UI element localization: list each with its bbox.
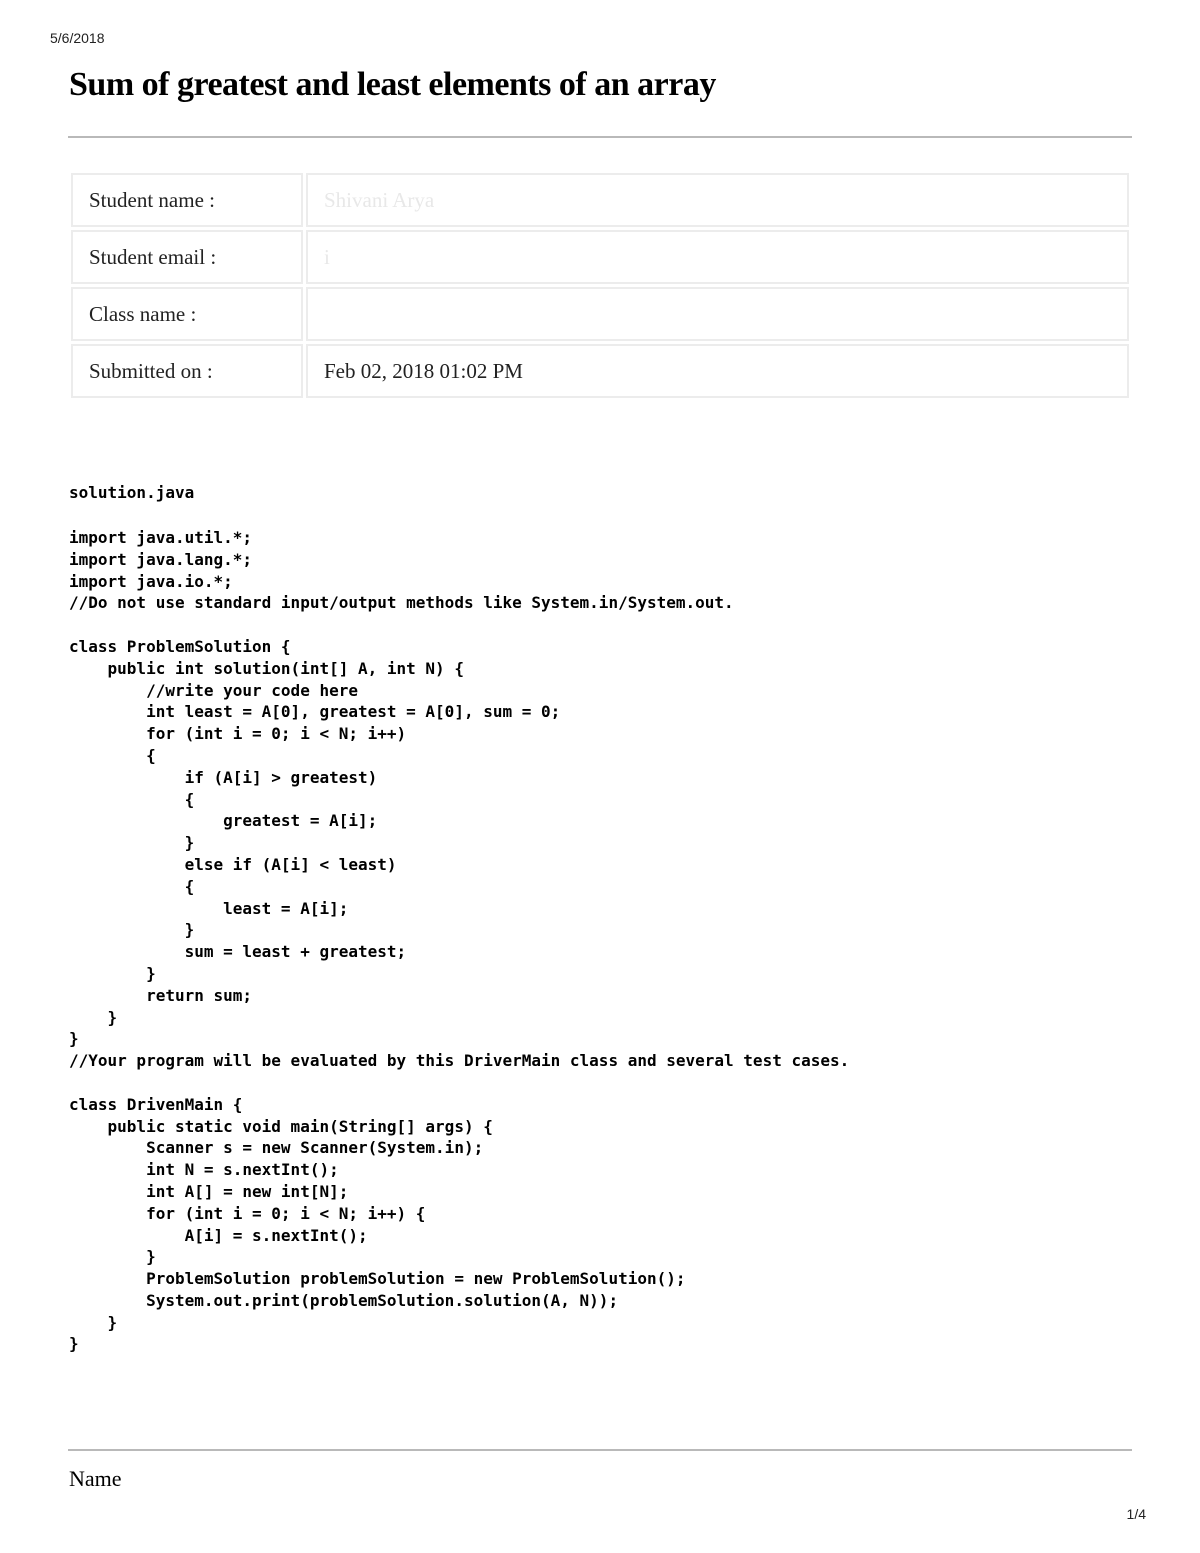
print-date: 5/6/2018	[50, 30, 105, 46]
code-listing: import java.util.*; import java.lang.*; import java.io.*; //Do not use standard input/output methods like System.in/System.out. class ProblemSolution { public int solution(int[] A, int N) { //write your code here int least = A[0], greatest = A[0], sum = 0; for (int i = 0; i < N; i++) { if (A[i] > greatest) { greatest = A[i]; } else if (A[i] < least) { least = A[i]; } sum = least + greatest; } return sum; } } //Your program will be evaluated by this DriverMain class and several test cases. class DrivenMain { public static void main(String[] args) { Scanner s = new Scanner(System.in); int N = s.nextInt(); int A[] = new int[N]; for (int i = 0; i < N; i++) { A[i] = s.nextInt(); } ProblemSolution problemSolution = new ProblemSolution(); System.out.print(problemSolution.solution(A, N)); } }	[69, 528, 850, 1354]
submission-info-table	[68, 170, 1132, 401]
student-email-label: Student email :	[71, 230, 303, 284]
submitted-on-label: Submitted on :	[71, 344, 303, 398]
student-email-row	[71, 230, 1129, 284]
student-name-value: Shivani Arya	[306, 173, 1129, 227]
code-file-name: solution.java	[69, 483, 195, 502]
submitted-on-value: Feb 02, 2018 01:02 PM	[306, 344, 1129, 398]
student-email-value: i	[306, 230, 1129, 284]
class-name-value	[306, 287, 1129, 341]
student-name-label: Student name :	[71, 173, 303, 227]
section-divider	[68, 1449, 1132, 1451]
section-heading: Name	[69, 1466, 122, 1491]
class-name-label: Class name :	[71, 287, 303, 341]
page-title: Sum of greatest and least elements of an array	[69, 66, 716, 103]
submitted-on-row	[71, 344, 1129, 398]
student-name-row	[71, 173, 1129, 227]
class-name-row	[71, 287, 1129, 341]
title-divider	[68, 136, 1132, 138]
page-number: 1/4	[1126, 1506, 1146, 1522]
